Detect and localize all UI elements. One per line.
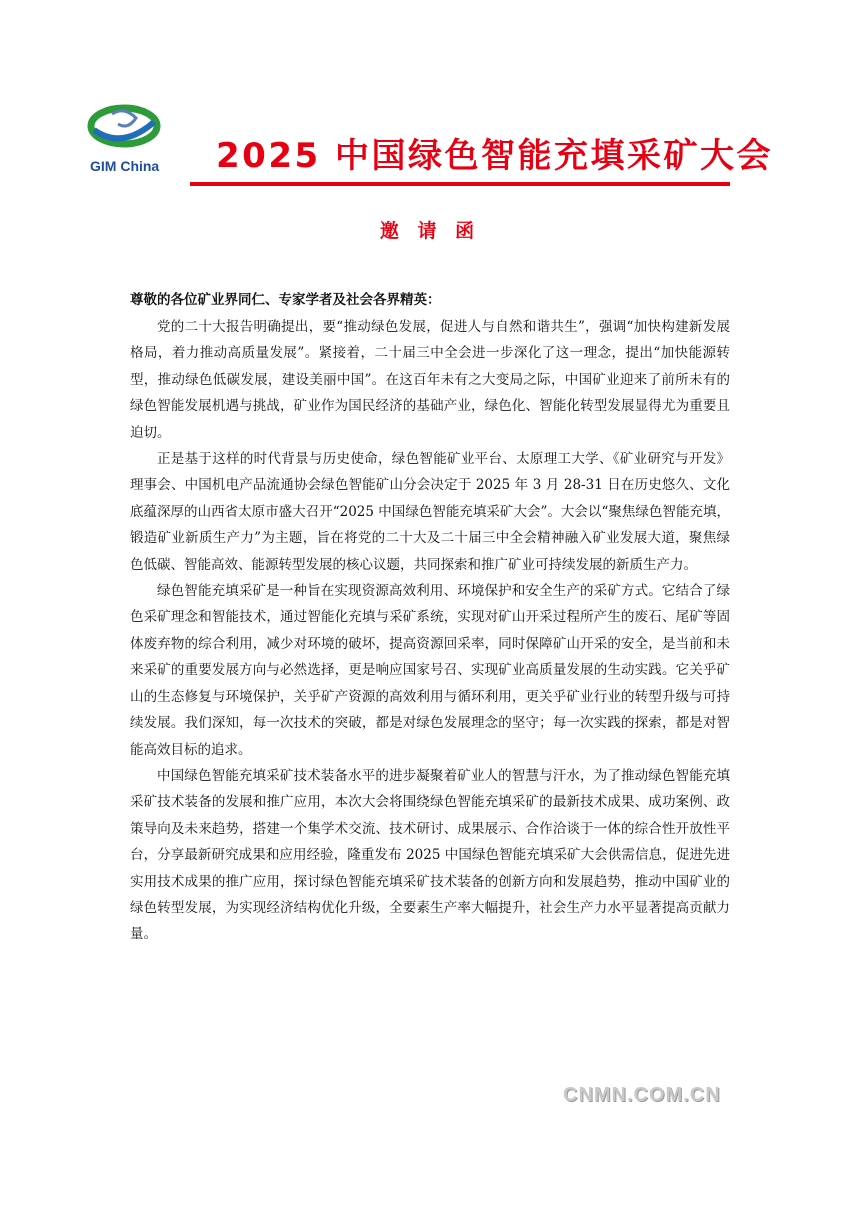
conference-title: 2025 中国绿色智能充填采矿大会 bbox=[216, 136, 773, 176]
invitation-heading: 邀 请 函 bbox=[379, 220, 481, 242]
paragraph: 中国绿色智能充填采矿技术装备水平的进步凝聚着矿业人的智慧与汗水，为了推动绿色智能充填采矿技术装备的发展和推广应用，本次大会将围绕绿色智能充填采矿的最新技术成果、成功案例、政策导向及未来趋势，搭建一个集学术交流、技术研讨、成果展示、合作洽谈于一体的综合性开放性平台，分享最新研究成果和应用经验，隆重发布 2025 中国绿色智能充填采矿大会供需信息，促进先进实用技术成果的推广应用，探讨绿色智能充填采矿技术装备的创新方向和发展趋势，推动中国矿业的绿色转型发展，为实现经济结构优化升级，全要素生产率大幅提升，社会生产力水平显著提高贡献力量。 bbox=[130, 767, 730, 943]
logo-text: GIM China bbox=[90, 158, 160, 174]
site-watermark: CNMN.COM.CN bbox=[563, 1084, 721, 1106]
paragraph: 党的二十大报告明确提出，要“推动绿色发展，促进人与自然和谐共生”，强调“加快构建新发展格局，着力推动高质量发展”。紧接着，二十届三中全会进一步深化了这一理念，提出“加快能源转型，推动绿色低碳发展，建设美丽中国”。在这百年未有之大变局之际，中国矿业迎来了前所未有的绿色智能发展机遇与挑战，矿业作为国民经济的基础产业，绿色化、智能化转型发展显得尤为重要且迫切。 bbox=[130, 319, 730, 441]
letter-body bbox=[130, 314, 730, 948]
title-divider bbox=[190, 182, 730, 186]
paragraph: 绿色智能充填采矿是一种旨在实现资源高效利用、环境保护和安全生产的采矿方式。它结合了绿色采矿理念和智能技术，通过智能化充填与采矿系统，实现对矿山开采过程所产生的废石、尾矿等固体废弃物的综合利用，减少对环境的破坏，提高资源回采率，同时保障矿山开采的安全，是当前和未来采矿的重要发展方向与必然选择，更是响应国家号召、实现矿业高质量发展的生动实践。它关乎矿山的生态修复与环境保护，关乎矿产资源的高效利用与循环利用，更关乎矿业行业的转型升级与可持续发展。我们深知，每一次技术的突破，都是对绿色发展理念的坚守；每一次实践的探索，都是对智能高效目标的追求。 bbox=[130, 583, 730, 758]
gim-logo-emblem-icon bbox=[84, 100, 164, 160]
salutation: 尊敬的各位矿业界同仁、专家学者及社会各界精英： bbox=[130, 292, 441, 308]
gim-china-logo bbox=[84, 100, 174, 180]
paragraph: 正是基于这样的时代背景与历史使命，绿色智能矿业平台、太原理工大学、《矿业研究与开发》理事会、中国机电产品流通协会绿色智能矿山分会决定于 2025 年 3 月 28-31 日在历史悠久、文化底蕴深厚的山西省太原市盛大召开“2025 中国绿色智能充填采矿大会”。大会以“聚焦绿色智能充填，锻造矿业新质生产力”为主题，旨在将党的二十大及二十届三中全会精神融入矿业发展大道，聚焦绿色低碳、智能高效、能源转型发展的核心议题，共同探索和推广矿业可持续发展的新质生产力。 bbox=[130, 451, 730, 573]
